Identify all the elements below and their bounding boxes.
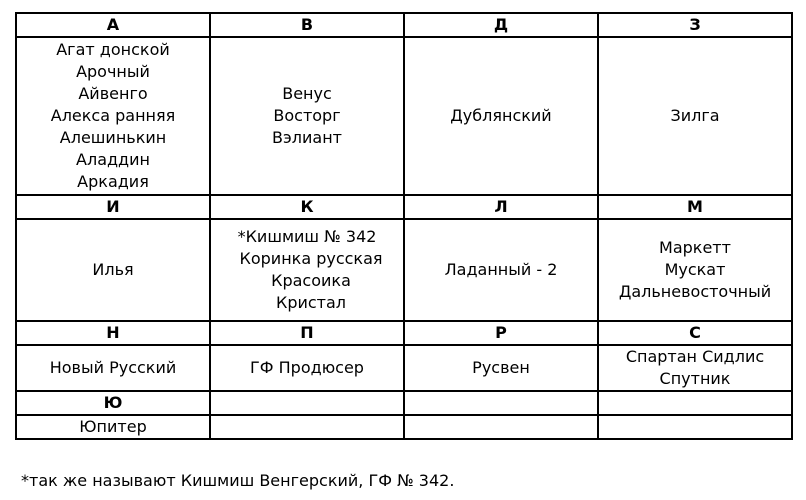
letter-header-cell: В [210,13,404,37]
variety-name: Коринка русская [239,249,383,268]
letter-header-cell: С [598,321,792,345]
varieties-cell [598,37,792,195]
letter-header-cell: М [598,195,792,219]
grape-varieties-table [15,12,793,440]
variety-name: *Кишмиш № 342 [237,227,377,246]
variety-name: ГФ Продюсер [250,358,364,377]
variety-name: Аркадия [77,172,149,191]
letter-header-row [16,391,792,415]
varieties-cell [210,415,404,439]
varieties-row [16,415,792,439]
variety-name: Маркетт [659,238,731,257]
letter-header-cell: З [598,13,792,37]
letter-header-cell: Л [404,195,598,219]
varieties-cell [404,345,598,391]
variety-name: Юпитер [79,417,147,436]
letter-header-cell: К [210,195,404,219]
letter-header-cell: Р [404,321,598,345]
varieties-cell [404,37,598,195]
varieties-cell [210,37,404,195]
variety-name: Агат донской [56,40,170,59]
variety-name: Ладанный - 2 [444,260,558,279]
varieties-cell [598,345,792,391]
varieties-cell [598,219,792,321]
varieties-row [16,219,792,321]
variety-name: Красоика [271,271,351,290]
varieties-cell [404,219,598,321]
variety-name: Алекса ранняя [50,106,176,125]
variety-name: Зилга [670,106,720,125]
varieties-cell [16,37,210,195]
variety-name: Мускат [664,260,726,279]
footnote: *так же называют Кишмиш Венгерский, ГФ № 342. [21,471,455,490]
letter-header-cell: Ю [16,391,210,415]
letter-header-cell: П [210,321,404,345]
varieties-cell [598,415,792,439]
variety-name: Венус [282,84,332,103]
variety-name: Дублянский [450,106,552,125]
variety-name: Русвен [472,358,530,377]
letter-header-cell: А [16,13,210,37]
variety-name: Алешинькин [59,128,167,147]
varieties-cell [404,415,598,439]
letter-header-cell [598,391,792,415]
letter-header-row [16,13,792,37]
letter-header-cell: Н [16,321,210,345]
letter-header-row [16,321,792,345]
letter-header-cell [210,391,404,415]
varieties-cell [16,415,210,439]
variety-name: Илья [92,260,134,279]
variety-name: Спутник [659,369,731,388]
varieties-cell [16,345,210,391]
letter-header-cell [404,391,598,415]
varieties-row [16,37,792,195]
varieties-cell [210,345,404,391]
letter-header-cell: Д [404,13,598,37]
variety-name: Вэлиант [272,128,342,147]
variety-name: Аладдин [76,150,150,169]
variety-name: Арочный [76,62,150,81]
variety-name: Кристал [275,293,347,312]
variety-name: Спартан Сидлис [625,347,765,366]
letter-header-row [16,195,792,219]
variety-name: Новый Русский [49,358,177,377]
variety-name: Восторг [273,106,341,125]
varieties-cell [16,219,210,321]
variety-name: Айвенго [78,84,148,103]
varieties-cell [210,219,404,321]
letter-header-cell: И [16,195,210,219]
varieties-row [16,345,792,391]
variety-name: Дальневосточный [618,282,772,301]
